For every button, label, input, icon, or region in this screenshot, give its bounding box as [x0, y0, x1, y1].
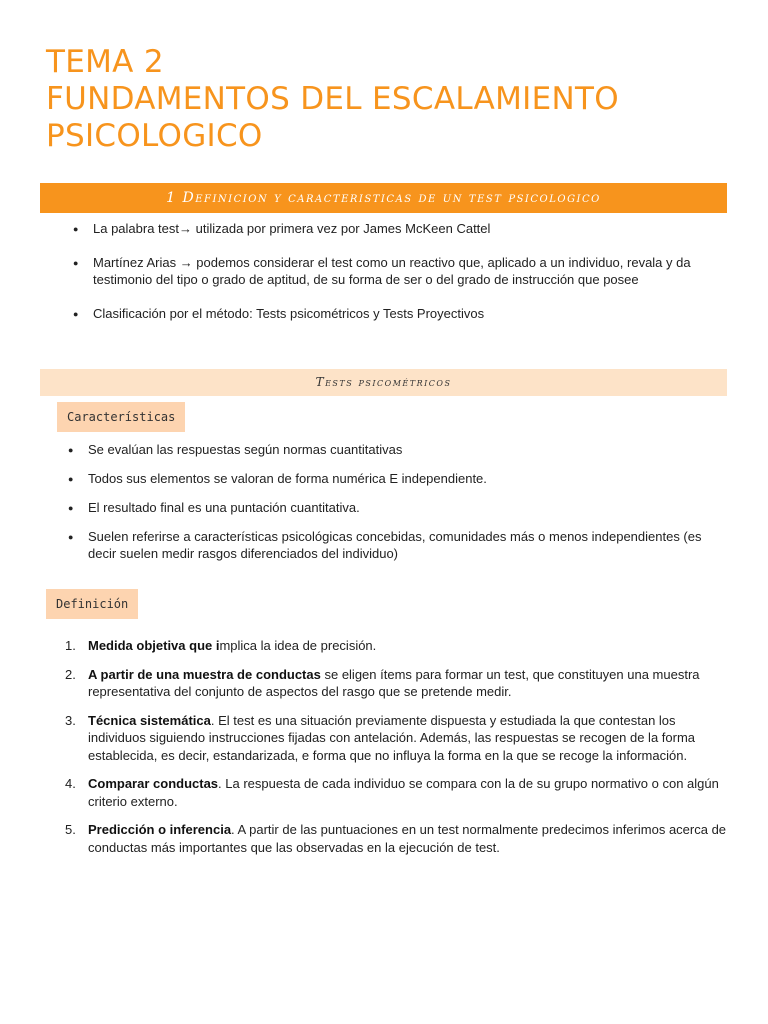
item-bold-term: A partir de una muestra de conductas [88, 666, 321, 682]
list-item [73, 305, 723, 322]
title-line-1: TEMA 2 [46, 44, 164, 80]
list-item [73, 220, 723, 237]
item-number: 3. [65, 712, 76, 728]
section-heading: 1 Definicion y caracteristicas de un test psicologico [40, 183, 727, 213]
caracteristicas-label: Características [57, 402, 185, 432]
bullet-dot-icon: ● [68, 474, 74, 484]
title-line-2: FUNDAMENTOS DEL ESCALAMIENTO [46, 81, 619, 117]
list-item [68, 470, 728, 487]
item-bold-term: Comparar conductas [88, 776, 219, 791]
page-title [46, 44, 619, 155]
bullet-dot-icon: ● [73, 258, 79, 268]
list-item-text: Todos sus elementos se valoran de forma numérica E independiente. [88, 471, 487, 486]
list-item [68, 499, 728, 516]
list-item [73, 254, 723, 288]
bullet-dot-icon: ● [73, 224, 79, 234]
item-number: 4. [65, 776, 76, 791]
item-number: 1. [65, 638, 76, 653]
bullet-dot-icon: ● [73, 309, 79, 319]
item-bold-term: Técnica sistemática [88, 712, 211, 728]
list-item-text: La palabra test→ utilizada por primera vez por James McKeen Cattel [93, 221, 491, 236]
title-line-3: PSICOLOGICO [46, 118, 263, 154]
list-item-text: Suelen referirse a características psicológicas concebidas, comunidades más o menos independientes (es decir suelen medir rasgos diferenciados del individuo) [88, 529, 702, 561]
item-bold-term: Predicción o inferencia [88, 822, 232, 837]
numbered-item [65, 637, 728, 655]
list-item-text: El resultado final es una puntación cuantitativa. [88, 500, 360, 515]
item-text: . El test es una situación previamente dispuesta y estudiada la que contestan los individuos siguiendo instrucciones fijadas con antelación. Además, las respuestas se recogen de la forma establecida, es decir, estandarizada, e forma que no influya la forma en la que se recoge la información. [88, 712, 696, 763]
definicion-list [65, 637, 728, 867]
list-item-text: Martínez Arias → podemos considerar el test como un reactivo que, aplicado a un individuo, revala y da testimonio del tipo o grado de aptitud, de su forma de ser o del grado de instrucción que posee [93, 255, 691, 287]
item-text: mplica la idea de precisión. [219, 638, 377, 653]
caracteristicas-list [68, 441, 728, 574]
item-text: . La respuesta de cada individuo se compara con la de su grupo normativo o con algún criterio externo. [88, 776, 719, 809]
item-bold-term: Medida objetiva que i [88, 638, 220, 653]
bullet-dot-icon: ● [68, 503, 74, 513]
item-text: . A partir de las puntuaciones en un test normalmente predecimos inferimos acerca de conductas más importantes que las observadas en la ejecución de test. [88, 822, 727, 855]
intro-bullet-list [73, 220, 723, 322]
item-number: 5. [65, 822, 76, 837]
item-number: 2. [65, 666, 76, 682]
numbered-item [65, 821, 728, 856]
definicion-label: Definición [46, 589, 138, 619]
numbered-item [65, 666, 728, 701]
item-text: se eligen ítems para formar un test, que constituyen una muestra representativa del conjunto de aspectos del rasgo que se pretende medir. [88, 666, 700, 699]
subsection-heading: Tests psicométricos [40, 369, 727, 396]
list-item [68, 441, 728, 458]
numbered-item [65, 712, 728, 765]
list-item [68, 528, 728, 562]
bullet-dot-icon: ● [68, 445, 74, 455]
bullet-dot-icon: ● [68, 532, 74, 542]
list-item-text: Se evalúan las respuestas según normas cuantitativas [88, 442, 403, 457]
list-item-text: Clasificación por el método: Tests psicométricos y Tests Proyectivos [93, 306, 485, 321]
numbered-item [65, 775, 728, 810]
